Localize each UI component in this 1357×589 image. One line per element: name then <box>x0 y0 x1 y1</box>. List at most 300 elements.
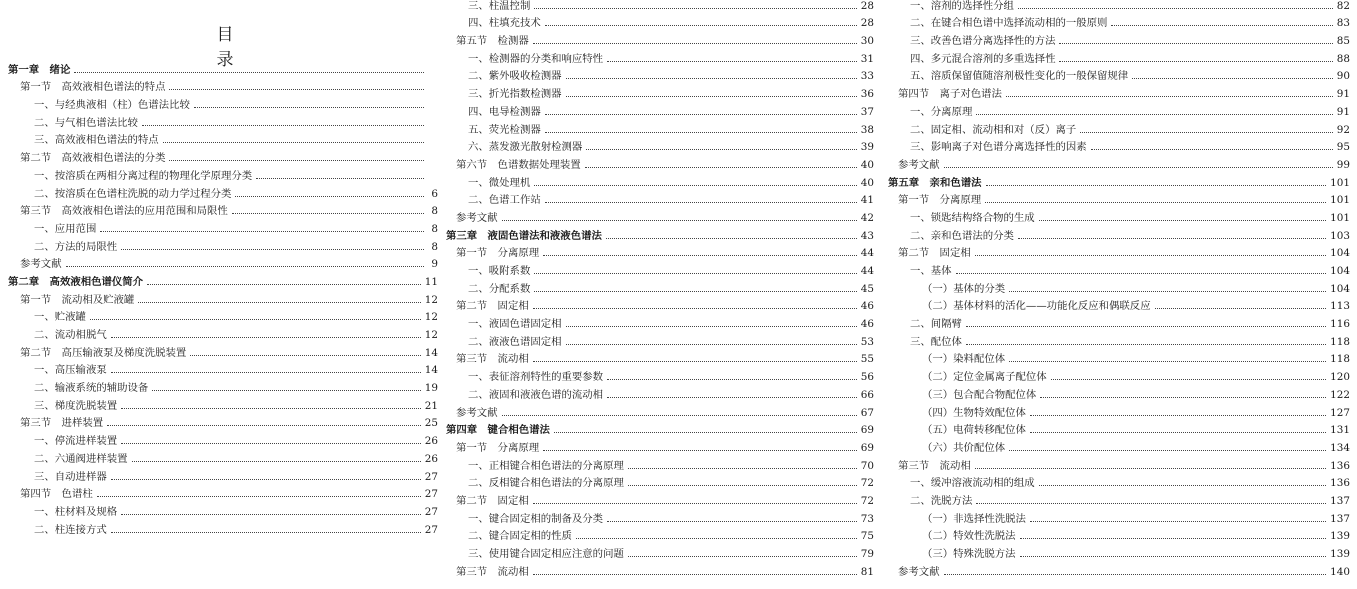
dot-leader <box>545 131 857 133</box>
dot-leader <box>944 573 1327 575</box>
toc-entry-page: 19 <box>424 382 438 395</box>
toc-entry-page: 91 <box>1336 105 1350 118</box>
dot-leader <box>585 166 857 168</box>
toc-entry-title: 二、流动相脱气 <box>34 329 107 341</box>
dot-leader <box>235 195 424 197</box>
dot-leader <box>607 378 857 380</box>
toc-entry-title: 第三节 高效液相色谱法的应用范围和局限性 <box>20 205 228 218</box>
toc-entry-page: 14 <box>424 364 438 377</box>
toc-entry <box>886 29 1350 47</box>
toc-entry-title: 二、亲和色谱法的分类 <box>910 229 1014 242</box>
toc-entry <box>886 171 1350 189</box>
toc-entry-title: 参考文献 <box>20 258 62 271</box>
toc-entry-title: 二、液固和液液色谱的流动相 <box>468 388 604 401</box>
toc-entry-title: 第二节 固定相 <box>898 247 971 260</box>
dot-leader <box>1059 60 1332 62</box>
toc-entry-page: 131 <box>1330 424 1350 437</box>
toc-entry-title: 五、溶质保留值随溶剂极性变化的一般保留规律 <box>910 70 1129 83</box>
toc-entry-page: 41 <box>860 194 874 207</box>
toc-entry <box>8 182 438 200</box>
toc-entry-page: 136 <box>1330 459 1350 472</box>
dot-leader <box>944 166 1333 168</box>
dot-leader <box>533 307 857 309</box>
toc-entry-page: 92 <box>1336 123 1350 136</box>
dot-leader <box>121 513 421 515</box>
toc-entry <box>886 242 1350 260</box>
toc-entry-title: 第一节 分离原理 <box>898 194 982 207</box>
toc-entry <box>446 365 874 383</box>
dot-leader <box>1030 414 1326 416</box>
toc-entry <box>446 224 874 242</box>
toc-entry-page: 88 <box>1336 52 1350 65</box>
toc-entry <box>886 47 1350 65</box>
dot-leader <box>975 254 1326 256</box>
toc-entry-title: 三、配位体 <box>910 335 962 348</box>
toc-entry <box>446 82 874 100</box>
toc-entry-title: 第二节 固定相 <box>456 300 529 313</box>
toc-entry <box>886 312 1350 330</box>
toc-entry <box>886 560 1350 578</box>
page-title: 目 录 <box>216 25 276 70</box>
toc-entry <box>446 189 874 207</box>
toc-entry <box>886 383 1350 401</box>
toc-entry-page: 73 <box>860 512 874 525</box>
toc-entry <box>8 164 438 182</box>
toc-entry-title: （四）生物特效配位体 <box>922 406 1026 419</box>
toc-entry-page: 118 <box>1330 353 1350 366</box>
toc-entry-title: 第六节 色谱数据处理装置 <box>456 158 581 171</box>
toc-entry-title: 一、应用范围 <box>34 222 97 235</box>
toc-entry-page: 12 <box>424 329 438 341</box>
toc-entry-title: 二、六通阀进样装置 <box>34 452 128 465</box>
toc-entry-title: 一、停流进样装置 <box>34 435 118 448</box>
toc-entry <box>886 224 1350 242</box>
dot-leader <box>256 177 424 179</box>
dot-leader <box>956 272 1327 274</box>
toc-entry-title: 一、高压输液泵 <box>34 364 107 377</box>
toc-entry-page: 81 <box>860 565 874 578</box>
toc-entry-page: 70 <box>860 459 874 472</box>
toc-entry <box>886 330 1350 348</box>
toc-entry-page: 21 <box>424 399 438 412</box>
toc-entry <box>886 12 1350 30</box>
dot-leader <box>534 7 856 9</box>
toc-entry <box>886 153 1350 171</box>
toc-entry <box>8 447 438 465</box>
dot-leader <box>566 343 857 345</box>
dot-leader <box>1111 24 1332 26</box>
dot-leader <box>566 77 857 79</box>
dot-leader <box>606 237 857 239</box>
toc-entry-page: 9 <box>431 258 438 271</box>
toc-entry-page: 11 <box>424 275 438 288</box>
toc-entry <box>886 525 1350 543</box>
dot-leader <box>966 343 1326 345</box>
dot-leader <box>1009 449 1326 451</box>
toc-entry <box>886 401 1350 419</box>
toc-entry-title: 参考文献 <box>456 211 498 224</box>
toc-entry-page: 101 <box>1330 211 1350 224</box>
dot-leader <box>107 424 421 426</box>
toc-entry <box>446 312 874 330</box>
toc-entry-page: 40 <box>860 158 874 171</box>
toc-entry <box>8 217 438 235</box>
toc-entry <box>446 0 874 12</box>
toc-entry-page: 137 <box>1330 512 1350 525</box>
toc-entry-page: 56 <box>860 371 874 384</box>
dot-leader <box>975 467 1326 469</box>
toc-entry-page: 95 <box>1336 141 1350 154</box>
toc-entry-page: 26 <box>424 435 438 448</box>
toc-entry-title: 三、影响离子对色谱分离选择性的因素 <box>910 141 1087 154</box>
dot-leader <box>121 407 421 409</box>
toc-entry-title: 二、分配系数 <box>468 282 531 295</box>
dot-leader <box>534 290 856 292</box>
toc-entry <box>446 277 874 295</box>
toc-entry-title: （一）染料配位体 <box>922 353 1006 366</box>
toc-entry-title: 三、改善色谱分离选择性的方法 <box>910 35 1056 48</box>
toc-entry-title: 一、锁匙结构络合物的生成 <box>910 211 1035 224</box>
toc-entry <box>446 153 874 171</box>
toc-entry <box>886 65 1350 83</box>
dot-leader <box>97 495 421 497</box>
toc-entry <box>446 171 874 189</box>
toc-entry <box>446 525 874 543</box>
toc-entry-title: 一、微处理机 <box>468 176 531 189</box>
toc-entry-title: 一、贮液罐 <box>34 311 86 324</box>
toc-entry <box>886 436 1350 454</box>
toc-entry <box>446 242 874 260</box>
toc-entry-title: 三、高效液相色谱法的特点 <box>34 134 159 147</box>
toc-entry-page: 42 <box>860 211 874 224</box>
toc-entry-page: 104 <box>1330 247 1350 260</box>
toc-entry-page: 116 <box>1330 318 1350 331</box>
toc-entry <box>886 118 1350 136</box>
toc-entry <box>8 500 438 518</box>
toc-entry <box>8 359 438 377</box>
toc-entry <box>886 0 1350 12</box>
dot-leader <box>566 95 857 97</box>
toc-entry <box>8 146 438 164</box>
dot-leader <box>121 442 421 444</box>
toc-entry-page: 79 <box>860 548 874 560</box>
toc-entry-title: 五、荧光检测器 <box>468 123 541 136</box>
toc-entry <box>886 100 1350 118</box>
toc-entry <box>446 47 874 65</box>
toc-entry-title: 三、折光指数检测器 <box>468 88 562 101</box>
toc-entry-page: 53 <box>860 335 874 348</box>
toc-entry <box>446 489 874 507</box>
toc-entry <box>8 93 438 111</box>
dot-leader <box>74 71 424 73</box>
toc-entry <box>8 376 438 394</box>
toc-entry-title: 第三节 流动相 <box>456 353 529 366</box>
toc-entry-title: 第三节 进样装置 <box>20 417 104 430</box>
dot-leader <box>576 537 857 539</box>
toc-entry-title: 二、方法的局限性 <box>34 240 118 253</box>
toc-entry-title: 二、柱连接方式 <box>34 523 107 536</box>
toc-entry <box>886 454 1350 472</box>
toc-entry-title: 第四章 键合相色谱法 <box>446 424 550 437</box>
toc-entry <box>446 419 874 437</box>
toc-entry-page: 12 <box>424 311 438 324</box>
dot-leader <box>533 573 857 575</box>
dot-leader <box>1030 520 1326 522</box>
toc-entry-title: 二、固定相、流动相和对（反）离子 <box>910 123 1077 136</box>
dot-leader <box>534 184 856 186</box>
toc-entry-title: 二、键合固定相的性质 <box>468 530 572 543</box>
toc-entry <box>8 235 438 253</box>
toc-entry-page: 72 <box>860 477 874 490</box>
toc-entry-title: （二）特效性洗脱法 <box>922 530 1016 543</box>
toc-entry-title: 一、表征溶剂特性的重要参数 <box>468 371 604 384</box>
toc-entry-title: 第一节 分离原理 <box>456 441 540 454</box>
toc-entry-title: （五）电荷转移配位体 <box>922 424 1026 437</box>
dot-leader <box>194 106 424 108</box>
toc-entry-title: 第二节 高压输液泵及梯度洗脱装置 <box>20 346 187 359</box>
toc-entry-title: 二、反相键合相色谱法的分离原理 <box>468 477 624 490</box>
toc-entry <box>446 454 874 472</box>
dot-leader <box>502 219 857 221</box>
dot-leader <box>232 212 424 214</box>
toc-entry <box>446 560 874 578</box>
dot-leader <box>111 478 421 480</box>
toc-entry <box>886 136 1350 154</box>
toc-entry <box>886 277 1350 295</box>
toc-entry-title: （三）特殊洗脱方法 <box>922 548 1016 560</box>
dot-leader <box>1155 307 1327 309</box>
toc-entry-page: 45 <box>860 282 874 295</box>
toc-entry-page: 139 <box>1330 530 1350 543</box>
toc-entry-title: 一、溶剂的选择性分组 <box>910 0 1014 12</box>
toc-entry-title: 第五章 亲和色谱法 <box>888 176 982 189</box>
dot-leader <box>976 502 1326 504</box>
toc-entry-title: 一、与经典液相（柱）色谱法比较 <box>34 99 190 112</box>
toc-entry <box>8 341 438 359</box>
toc-entry-title: 二、紫外吸收检测器 <box>468 70 562 83</box>
dot-leader <box>1051 378 1326 380</box>
toc-entry-title: 第四节 离子对色谱法 <box>898 88 1002 101</box>
toc-entry-page: 8 <box>431 205 438 218</box>
dot-leader <box>1009 360 1326 362</box>
toc-entry-page: 37 <box>860 105 874 118</box>
toc-entry <box>886 82 1350 100</box>
toc-entry-title: （一）非选择性洗脱法 <box>922 512 1026 525</box>
dot-leader <box>545 201 857 203</box>
dot-leader <box>543 449 857 451</box>
toc-entry-page: 140 <box>1330 565 1350 578</box>
toc-entry <box>446 12 874 30</box>
dot-leader <box>100 230 424 232</box>
dot-leader <box>1018 237 1326 239</box>
toc-entry-page: 75 <box>860 530 874 543</box>
toc-column-3 <box>886 0 1350 578</box>
toc-entry <box>446 100 874 118</box>
toc-entry-page: 44 <box>860 247 874 260</box>
toc-entry-title: 三、使用键合固定相应注意的问题 <box>468 548 624 560</box>
toc-entry-title: 一、缓冲溶液流动相的组成 <box>910 477 1035 490</box>
toc-entry-page: 90 <box>1336 70 1350 83</box>
dot-leader <box>586 148 856 150</box>
toc-entry <box>886 507 1350 525</box>
toc-entry <box>8 465 438 483</box>
toc-entry-title: 一、正相键合相色谱法的分离原理 <box>468 459 624 472</box>
toc-entry-page: 104 <box>1330 265 1350 277</box>
toc-entry <box>886 259 1350 277</box>
dot-leader <box>976 113 1332 115</box>
dot-leader <box>966 325 1326 327</box>
dot-leader <box>1020 555 1327 557</box>
dot-leader <box>1018 7 1333 9</box>
toc-column-1 <box>8 58 438 536</box>
toc-entry-title: 第三章 液固色谱法和液液色谱法 <box>446 229 602 242</box>
toc-entry-title: 参考文献 <box>898 565 940 578</box>
toc-entry <box>8 253 438 271</box>
dot-leader <box>545 24 857 26</box>
toc-entry-page: 38 <box>860 123 874 136</box>
toc-entry-title: 二、在键合相色谱中选择流动相的一般原则 <box>910 17 1108 30</box>
toc-entry-page: 25 <box>424 417 438 430</box>
toc-entry <box>446 259 874 277</box>
dot-leader <box>132 460 421 462</box>
toc-entry-title: （六）共价配位体 <box>922 441 1006 454</box>
toc-entry <box>446 542 874 560</box>
dot-leader <box>985 201 1326 203</box>
toc-entry <box>8 483 438 501</box>
toc-entry-page: 91 <box>1336 88 1350 101</box>
toc-entry-page: 69 <box>860 441 874 454</box>
toc-entry <box>446 65 874 83</box>
dot-leader <box>554 431 857 433</box>
dot-leader <box>607 60 857 62</box>
toc-entry-page: 122 <box>1330 388 1350 401</box>
toc-entry-title: 一、键合固定相的制备及分类 <box>468 512 604 525</box>
dot-leader <box>628 467 857 469</box>
toc-entry-title: 四、多元混合溶剂的多重选择性 <box>910 52 1056 65</box>
toc-entry-title: 二、色谱工作站 <box>468 194 541 207</box>
dot-leader <box>1080 131 1333 133</box>
toc-entry <box>446 472 874 490</box>
dot-leader <box>169 88 424 90</box>
toc-entry-page: 27 <box>424 523 438 536</box>
dot-leader <box>147 283 421 285</box>
toc-entry-title: 二、与气相色谱法比较 <box>34 116 138 129</box>
dot-leader <box>1009 290 1326 292</box>
toc-entry-page: 72 <box>860 494 874 507</box>
toc-entry-page: 120 <box>1330 371 1350 384</box>
toc-entry-page: 8 <box>431 240 438 253</box>
dot-leader <box>163 141 424 143</box>
toc-entry-page: 67 <box>860 406 874 419</box>
dot-leader <box>66 265 424 267</box>
toc-entry <box>886 189 1350 207</box>
toc-entry-page: 46 <box>860 300 874 313</box>
dot-leader <box>1006 95 1333 97</box>
toc-entry-title: 第三节 流动相 <box>898 459 971 472</box>
toc-entry-title: 第二章 高效液相色谱仪简介 <box>8 275 144 288</box>
toc-entry-page: 103 <box>1330 229 1350 242</box>
toc-entry <box>8 58 438 76</box>
toc-entry-title: 二、输液系统的辅助设备 <box>34 382 149 395</box>
toc-entry-title: 第一节 分离原理 <box>456 247 540 260</box>
toc-entry <box>886 489 1350 507</box>
toc-entry <box>446 136 874 154</box>
toc-entry <box>886 542 1350 560</box>
dot-leader <box>628 484 857 486</box>
toc-entry-page: 118 <box>1330 335 1350 348</box>
toc-entry-page: 139 <box>1330 548 1350 560</box>
dot-leader <box>628 555 857 557</box>
dot-leader <box>986 184 1327 186</box>
toc-entry-title: 第二节 固定相 <box>456 494 529 507</box>
toc-entry-title: 三、梯度洗脱装置 <box>34 399 118 412</box>
dot-leader <box>502 414 857 416</box>
toc-entry-title: 二、按溶质在色谱柱洗脱的动力学过程分类 <box>34 187 232 200</box>
toc-entry-page: 101 <box>1330 194 1350 207</box>
toc-entry-title: 二、液液色谱固定相 <box>468 335 562 348</box>
toc-entry-page: 39 <box>860 141 874 154</box>
dot-leader <box>1059 42 1332 44</box>
toc-entry-page: 33 <box>860 70 874 83</box>
toc-entry <box>886 348 1350 366</box>
dot-leader <box>1030 431 1326 433</box>
toc-entry-title: 四、电导检测器 <box>468 105 541 118</box>
toc-entry-page: 43 <box>860 229 874 242</box>
toc-entry-page: 28 <box>860 17 874 30</box>
toc-entry-title: 一、分离原理 <box>910 105 973 118</box>
toc-entry <box>446 436 874 454</box>
dot-leader <box>1091 148 1333 150</box>
toc-entry <box>886 365 1350 383</box>
toc-entry-page: 40 <box>860 176 874 189</box>
dot-leader <box>152 389 420 391</box>
toc-entry-title: 一、按溶质在两相分离过程的物理化学原理分类 <box>34 169 253 182</box>
dot-leader <box>111 336 421 338</box>
toc-entry-page: 27 <box>424 470 438 483</box>
toc-entry-title: 第一节 高效液相色谱法的特点 <box>20 81 166 94</box>
toc-entry-title: 一、检测器的分类和响应特性 <box>468 52 604 65</box>
toc-entry-title: 二、间隔臂 <box>910 318 962 331</box>
toc-entry-page: 44 <box>860 265 874 277</box>
toc-entry-title: 三、自动进样器 <box>34 470 107 483</box>
toc-entry <box>8 76 438 94</box>
toc-entry-page: 8 <box>431 222 438 235</box>
toc-entry <box>8 412 438 430</box>
toc-entry-title: 第二节 高效液相色谱法的分类 <box>20 152 166 165</box>
dot-leader <box>111 371 421 373</box>
toc-entry <box>8 270 438 288</box>
dot-leader <box>1020 537 1327 539</box>
toc-entry <box>446 118 874 136</box>
toc-entry-page: 66 <box>860 388 874 401</box>
toc-entry-page: 134 <box>1330 441 1350 454</box>
dot-leader <box>121 248 424 250</box>
toc-entry-page: 69 <box>860 424 874 437</box>
dot-leader <box>543 254 857 256</box>
toc-entry-page: 99 <box>1336 158 1350 171</box>
dot-leader <box>138 301 420 303</box>
toc-entry-page: 36 <box>860 88 874 101</box>
toc-entry-title: 第五节 检测器 <box>456 35 529 48</box>
dot-leader <box>1039 484 1326 486</box>
dot-leader <box>111 531 421 533</box>
toc-entry <box>8 288 438 306</box>
toc-entry-title: 参考文献 <box>898 158 940 171</box>
toc-entry-page: 136 <box>1330 477 1350 490</box>
toc-entry <box>886 206 1350 224</box>
toc-entry-title: 一、吸附系数 <box>468 265 531 277</box>
dot-leader <box>1132 77 1333 79</box>
